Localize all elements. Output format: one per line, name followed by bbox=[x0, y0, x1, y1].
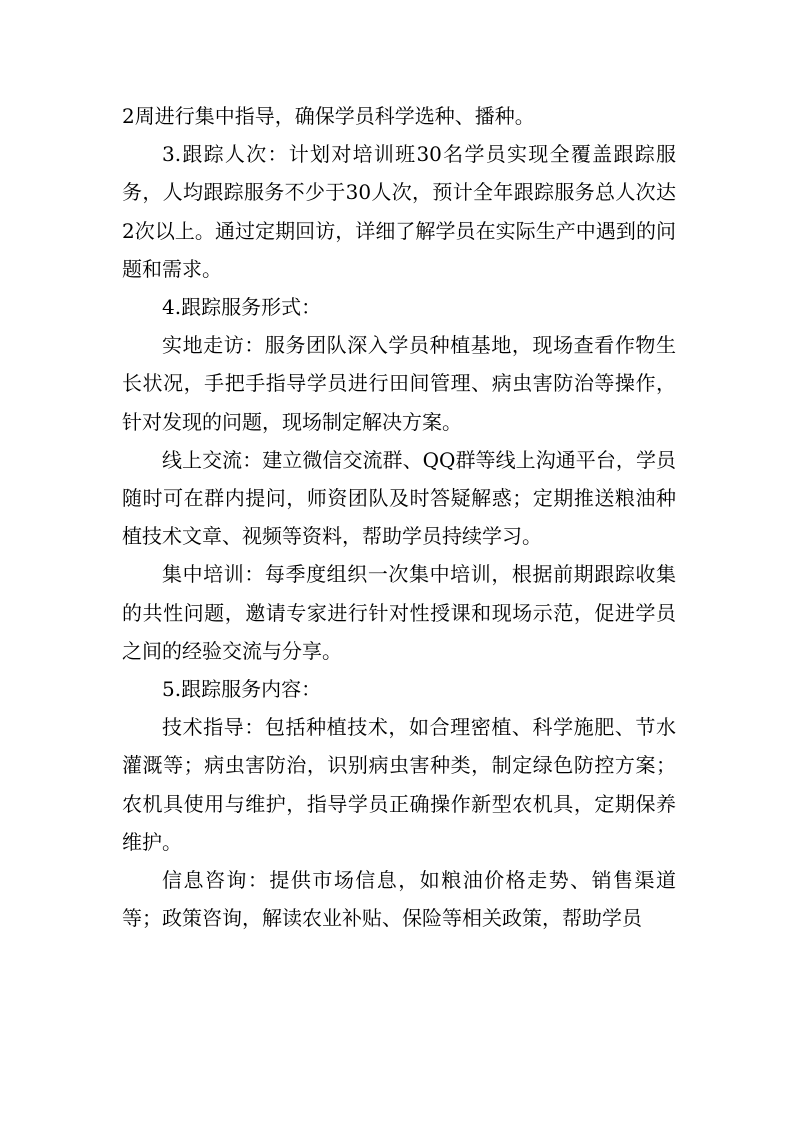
paragraph-online-exchange: 线上交流：建立微信交流群、QQ群等线上沟通平台，学员随时可在群内提问，师资团队及时答疑解惑；定期推送粮油种植技术文章、视频等资料，帮助学员持续学习。 bbox=[122, 447, 676, 549]
paragraph-group-training: 集中培训：每季度组织一次集中培训，根据前期跟踪收集的共性问题，邀请专家进行针对性授课和现场示范，促进学员之间的经验交流与分享。 bbox=[122, 562, 676, 663]
paragraph-continuation: 2周进行集中指导，确保学员科学选种、播种。 bbox=[122, 104, 535, 128]
heading-tracking-form: 4.跟踪服务形式： bbox=[162, 295, 322, 320]
heading-tracking-content: 5.跟踪服务内容： bbox=[162, 677, 322, 702]
paragraph-tracking-count: 3.跟踪人次：计划对培训班30名学员实现全覆盖跟踪服务，人均跟踪服务不少于30人次，预计全年跟踪服务总人次达2次以上。通过定期回访，详细了解学员在实际生产中遇到的问题和需求。 bbox=[122, 142, 676, 281]
paragraph-information-consulting: 信息咨询：提供市场信息，如粮油价格走势、销售渠道等；政策咨询，解读农业补贴、保险等相关政策，帮助学员 bbox=[122, 868, 676, 931]
paragraph-field-visit: 实地走访：服务团队深入学员种植基地，现场查看作物生长状况，手把手指导学员进行田间管理、病虫害防治等操作，针对发现的问题，现场制定解决方案。 bbox=[122, 333, 676, 434]
document-body bbox=[122, 97, 676, 937]
paragraph-technical-guidance: 技术指导：包括种植技术，如合理密植、科学施肥、节水灌溉等；病虫害防治，识别病虫害种类，制定绿色防控方案；农机具使用与维护，指导学员正确操作新型农机具，定期保养维护。 bbox=[122, 715, 676, 854]
